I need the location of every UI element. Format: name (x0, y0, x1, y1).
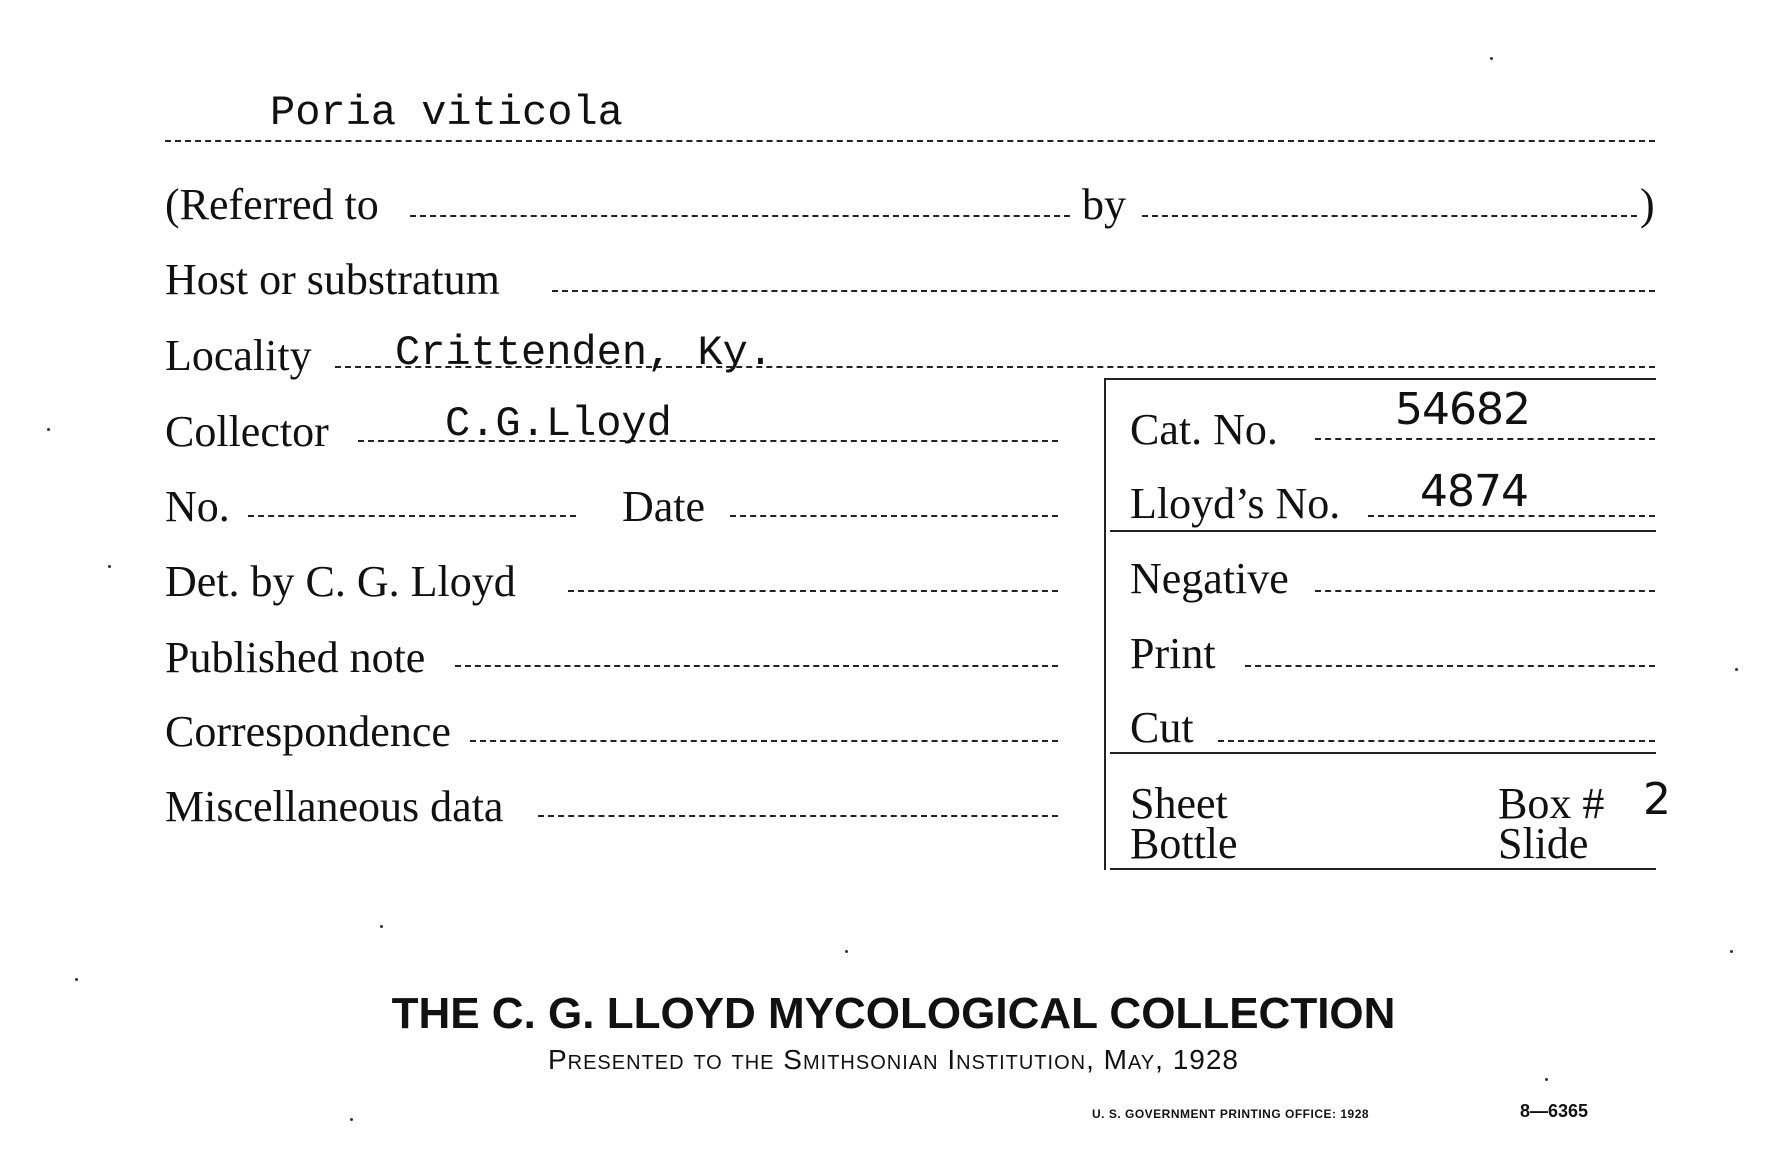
cat-no-value: 54682 (1395, 384, 1530, 435)
scan-speck (47, 428, 50, 431)
box-top-border (1104, 378, 1656, 380)
sheet-label: Sheet (1130, 779, 1228, 828)
det-by-line[interactable] (568, 590, 1058, 592)
scan-speck (1490, 57, 1493, 60)
form-number: 8—6365 (1520, 1101, 1589, 1121)
scan-speck (1735, 668, 1738, 671)
published-note-label: Published note (165, 633, 426, 682)
scan-speck (1545, 1078, 1548, 1081)
date-line[interactable] (730, 515, 1058, 517)
collection-subtitle: Presented to the Smithsonian Institution, May, 1928 (547, 1044, 1240, 1075)
collector-value: C.G.Lloyd (445, 400, 672, 448)
negative-label: Negative (1130, 554, 1289, 603)
box-divider-2 (1110, 752, 1656, 754)
by-line[interactable] (1142, 215, 1637, 217)
box-number-value: 2 (1643, 774, 1670, 825)
box-bottom-border (1110, 868, 1656, 870)
no-label: No. (165, 482, 230, 531)
species-name: Poria viticola (270, 89, 623, 137)
det-by-label: Det. by C. G. Lloyd (165, 557, 516, 606)
negative-line[interactable] (1315, 590, 1655, 592)
scan-speck (380, 925, 383, 928)
scan-speck (1730, 950, 1733, 953)
printer-imprint: U. S. GOVERNMENT PRINTING OFFICE: 1928 (1092, 1107, 1370, 1121)
cut-label: Cut (1130, 703, 1194, 752)
referred-to-line[interactable] (410, 215, 1070, 217)
cat-no-label: Cat. No. (1130, 405, 1278, 454)
scan-speck (75, 978, 78, 981)
scan-speck (350, 1118, 353, 1121)
collector-label: Collector (165, 407, 329, 456)
box-number-label: Box # (1498, 779, 1605, 828)
published-note-line[interactable] (455, 665, 1058, 667)
print-line[interactable] (1245, 665, 1655, 667)
scan-speck (845, 950, 848, 953)
box-left-border (1104, 378, 1106, 870)
no-line[interactable] (248, 515, 576, 517)
lloyds-no-label: Lloyd’s No. (1130, 479, 1341, 528)
correspondence-label: Correspondence (165, 707, 451, 756)
scan-speck (108, 565, 111, 568)
by-label: by (1082, 180, 1126, 229)
miscellaneous-label: Miscellaneous data (165, 782, 504, 831)
lloyds-no-value: 4874 (1420, 466, 1528, 517)
cat-no-line[interactable] (1315, 438, 1655, 440)
locality-value: Crittenden, Ky. (395, 329, 774, 377)
bottle-label: Bottle (1130, 819, 1238, 868)
date-label: Date (622, 482, 706, 531)
host-label: Host or substratum (165, 255, 500, 304)
species-line (165, 140, 1655, 142)
collection-title: THE C. G. LLOYD MYCOLOGICAL COLLECTION (391, 989, 1396, 1038)
cut-line[interactable] (1218, 740, 1655, 742)
print-label: Print (1130, 629, 1216, 678)
miscellaneous-line[interactable] (538, 815, 1058, 817)
slide-label: Slide (1498, 819, 1589, 868)
referred-to-label: (Referred to (165, 180, 379, 229)
close-paren: ) (1640, 180, 1655, 229)
box-divider-1 (1110, 530, 1656, 532)
locality-label: Locality (165, 331, 312, 380)
host-line[interactable] (552, 290, 1655, 292)
correspondence-line[interactable] (470, 740, 1058, 742)
